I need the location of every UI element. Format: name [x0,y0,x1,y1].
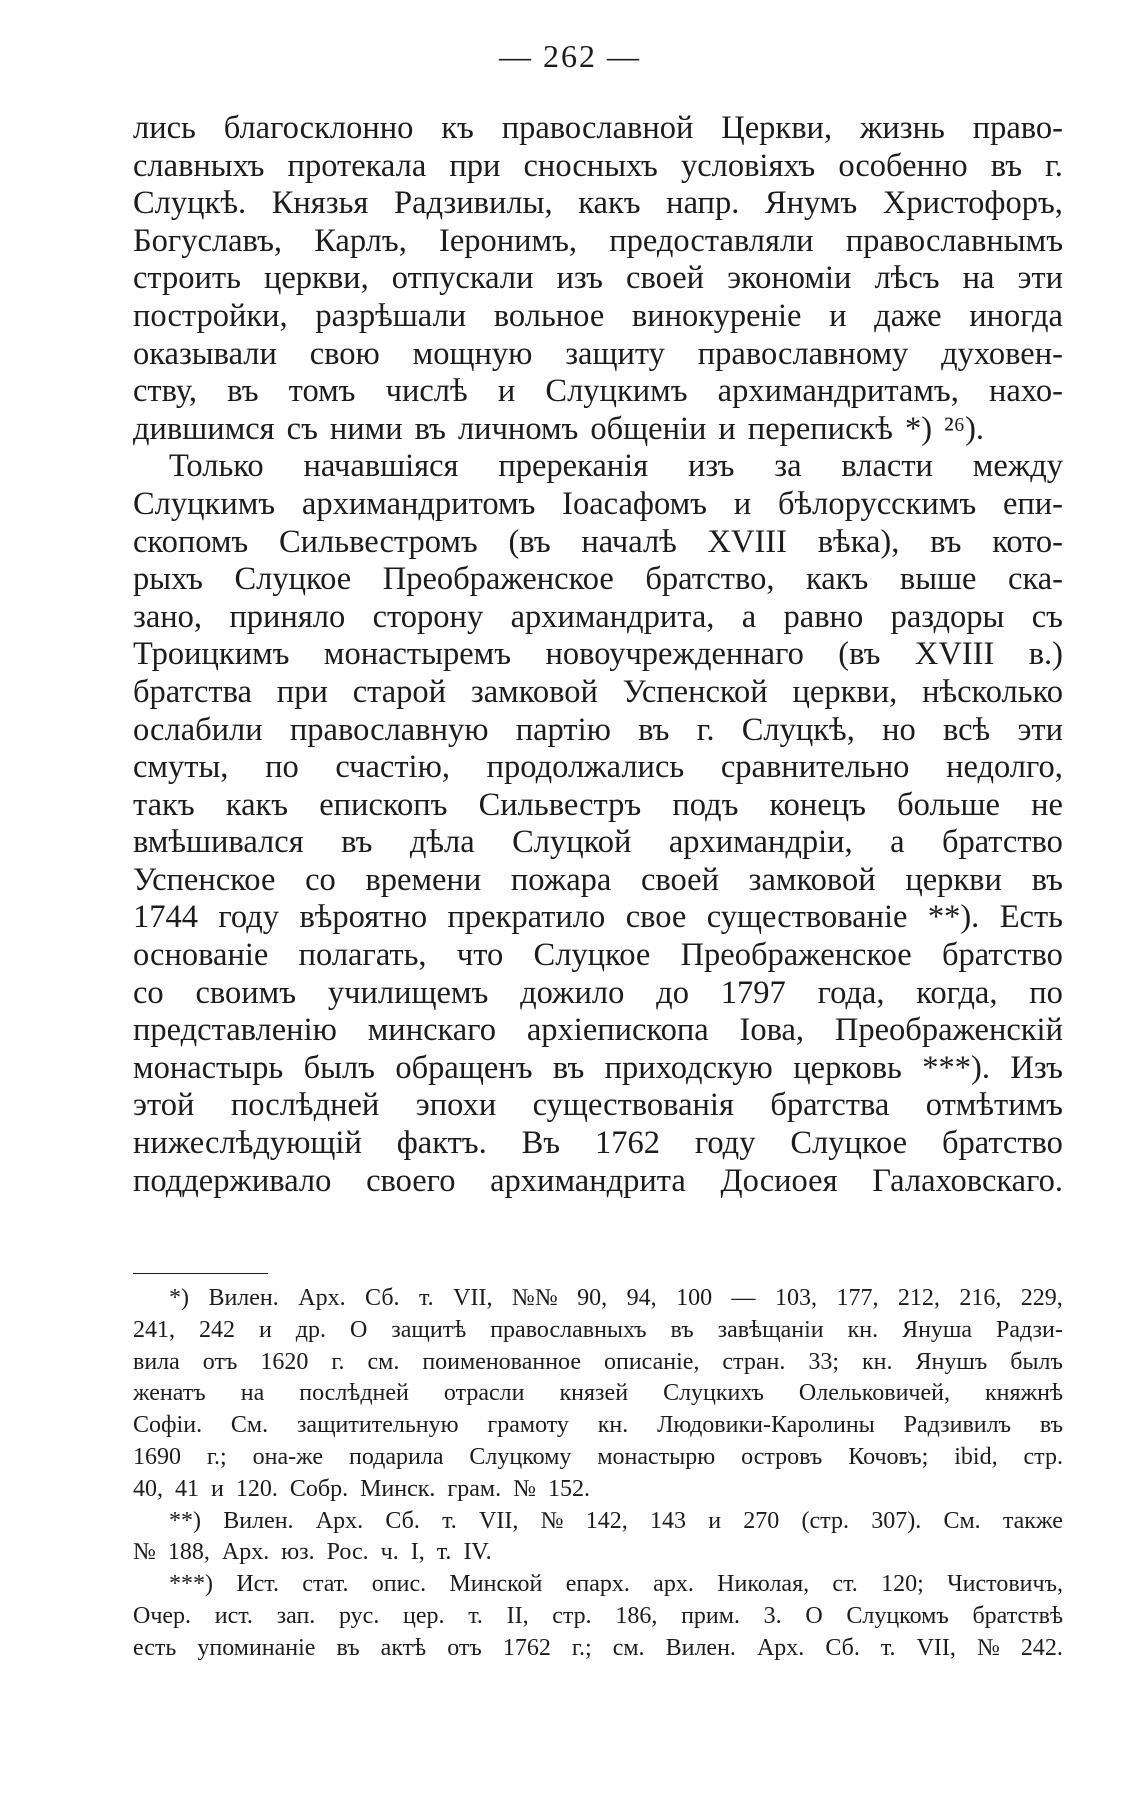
footnote_lines-line: *) Вилен. Арх. Сб. т. VII, №№ 90, 94, 100 — 103, 177, 212, 216, 229, [169,1285,1063,1311]
body_lines-line: вмѣшивался въ дѣла Слуцкой архимандріи, а братство [133,824,1063,861]
body_lines-line: такъ какъ епископъ Сильвестръ подъ конецъ больше не [133,786,1063,823]
body_lines-line: братства при старой замковой Успенской церкви, нѣсколько [133,673,1063,710]
body_lines-line: 1744 году вѣроятно прекратило свое существованіе **). Есть [133,899,1063,936]
footnote-divider [133,1273,268,1274]
footnote_lines-line: 241, 242 и др. О защитѣ православныхъ въ завѣщаніи кн. Януша Радзи- [133,1316,1063,1343]
body_lines-line: этой послѣдней эпохи существованія братства отмѣтимъ [133,1087,1063,1124]
body_lines-line: славныхъ протекала при сносныхъ условіяхъ особенно въ г. [133,147,1063,184]
body_lines-line: рыхъ Слуцкое Преображенское братство, какъ выше ска- [133,561,1063,598]
footnotes [133,1283,1063,1665]
body_lines-line: Слуцкимъ архимандритомъ Іоасафомъ и бѣлорусскимъ епи- [133,485,1063,522]
body_lines-line: Успенское со времени пожара своей замковой церкви въ [133,861,1063,898]
footnote_lines-line: Софіи. См. защитительную грамоту кн. Людовики-Каролины Радзивилъ въ [133,1412,1063,1439]
body_lines-line: Богуславъ, Карлъ, Іеронимъ, предоставляли православнымъ [133,222,1063,259]
body_lines-line: постройки, разрѣшали вольное винокуреніе и даже иногда [133,297,1063,334]
body_lines-line: скопомъ Сильвестромъ (въ началѣ XVIII вѣка), въ кото- [133,523,1063,560]
footnote_lines-line: есть упоминаніе въ актѣ отъ 1762 г.; см. Вилен. Арх. Сб. т. VII, № 242. [133,1634,1063,1661]
body_lines-line: строить церкви, отпускали изъ своей экономіи лѣсъ на эти [133,260,1063,297]
body_lines-line: лись благосклонно къ православной Церкви, жизнь право- [133,110,1063,146]
body_lines-line: представленію минскаго архіепископа Іова, Преображенскій [133,1012,1063,1049]
body_lines-line: дившимся съ ними въ личномъ общеніи и перепискѣ *) ²⁶). [133,410,985,447]
footnote_lines-line: 1690 г.; она-же подарила Слуцкому монастырю островъ Кочовъ; ibid, стр. [133,1443,1063,1470]
body_lines-line: ству, въ томъ числѣ и Слуцкимъ архимандритамъ, нахо- [133,373,1063,410]
body_lines-line: зано, приняло сторону архимандрита, а равно раздоры съ [133,598,1063,635]
footnote_lines-line: **) Вилен. Арх. Сб. т. VII, № 142, 143 и 270 (стр. 307). См. также [169,1507,1063,1534]
body_lines-line: Только начавшіяся пререканія изъ за власти между [169,448,1063,485]
body_lines-line: Слуцкѣ. Князья Радзивилы, какъ напр. Янумъ Христофоръ, [133,185,1063,222]
body_lines-line: поддерживало своего архимандрита Досиоея Галаховскаго. [133,1162,1063,1199]
body_lines-line: нижеслѣдующій фактъ. Въ 1762 году Слуцкое братство [133,1125,1063,1162]
body_lines-line: Троицкимъ монастыремъ новоучрежденнаго (въ XVIII в.) [133,636,1063,673]
body_lines-line: ослабили православную партію въ г. Слуцкѣ, но всѣ эти [133,711,1063,748]
body_lines-line: основаніе полагать, что Слуцкое Преображенское братство [133,937,1063,974]
body_lines-line: со своимъ училищемъ дожило до 1797 года, когда, по [133,974,1063,1011]
body_lines-line: смуты, по счастію, продолжались сравнительно недолго, [133,749,1063,786]
footnote_lines-line: № 188, Арх. юз. Рос. ч. I, т. IV. [133,1539,492,1566]
body_lines-line: оказывали свою мощную защиту православному духовен- [133,335,1063,372]
footnote_lines-line: Очер. ист. зап. рус. цер. т. II, стр. 186, прим. 3. О Слуцкомъ братствѣ [133,1602,1063,1629]
main-text [133,110,1063,1200]
footnote_lines-line: 40, 41 и 120. Собр. Минск. грам. № 152. [133,1475,590,1502]
footnote_lines-line: женатъ на послѣдней отрасли князей Слуцкихъ Олельковичей, княжнѣ [133,1380,1063,1407]
page-number: — 262 — [499,38,641,74]
body_lines-line: монастырь былъ обращенъ въ приходскую церковь ***). Изъ [133,1049,1063,1086]
footnote_lines-line: ***) Ист. стат. опис. Минской епарх. арх. Николая, ст. 120; Чистовичъ, [169,1571,1063,1598]
footnote_lines-line: вила отъ 1620 г. см. поименованное описаніе, стран. 33; кн. Янушъ былъ [133,1348,1063,1375]
